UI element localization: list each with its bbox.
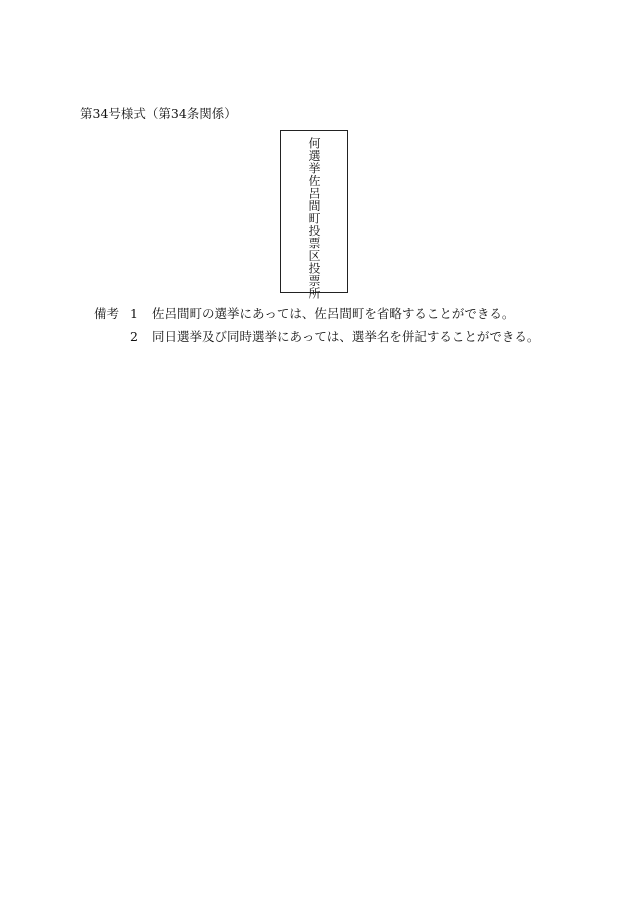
form-title: 第34号様式（第34条関係）	[80, 106, 237, 121]
polling-station-sign-box	[280, 130, 348, 300]
remark-text: 同日選挙及び同時選挙にあっては、選挙名を併記することができる。	[152, 329, 540, 344]
remarks-heading: 備考	[94, 306, 120, 321]
remarks-section	[94, 304, 539, 350]
remark-item	[94, 327, 539, 350]
remark-number: 1	[130, 306, 138, 321]
remark-text: 佐呂間町の選挙にあっては、佐呂間町を省略することができる。	[152, 306, 515, 321]
remark-item	[94, 304, 539, 327]
remark-number: 2	[130, 329, 138, 344]
polling-station-sign-text: 何選挙佐呂間町投票区投票所	[307, 137, 321, 300]
